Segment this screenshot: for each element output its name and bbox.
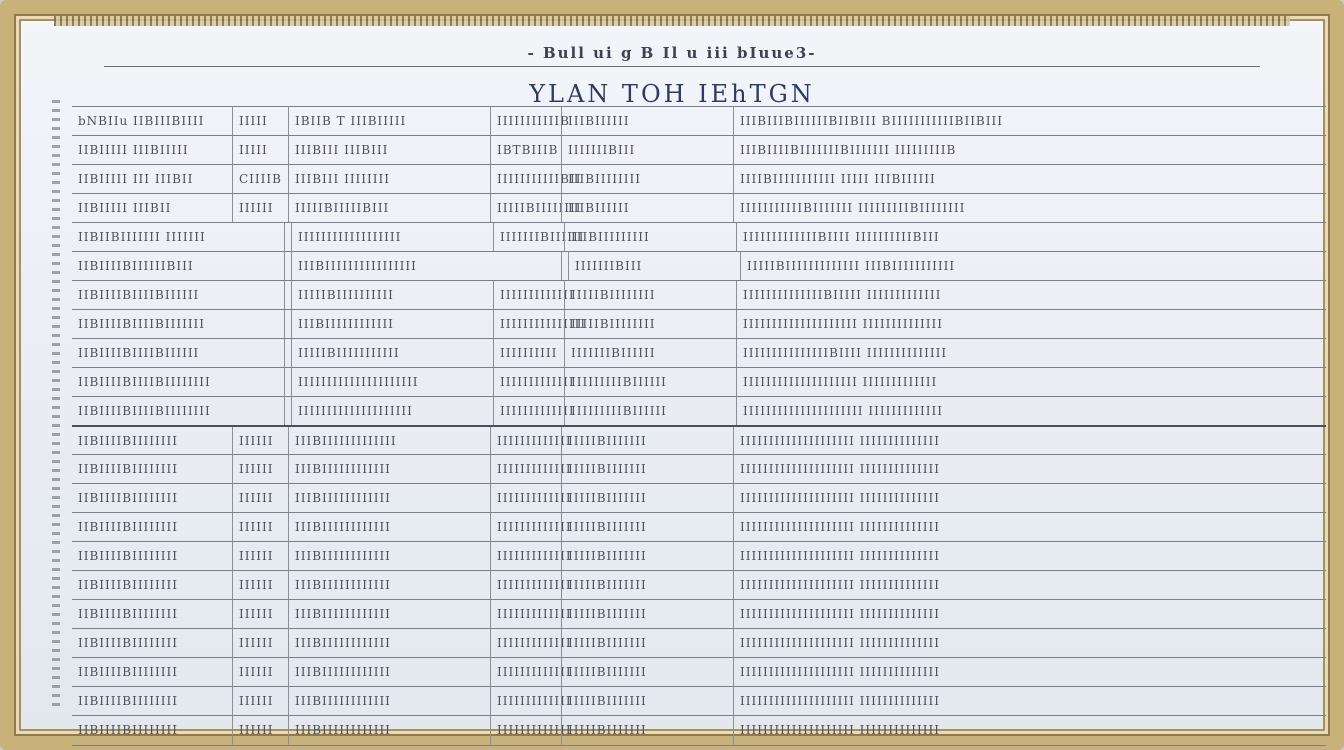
table-cell: IIBIIIII IIIBII (78, 201, 172, 215)
table-cell: IIIBIII IIIBIII (288, 136, 490, 165)
table-cell: IIIIIIIIIIIII (490, 716, 561, 745)
table-row (72, 222, 1326, 252)
table-row (72, 135, 1326, 165)
table-cell: IIIIIIIBIII (568, 252, 740, 281)
table-cell (284, 310, 291, 339)
table-cell: IIIIIBIIIIIIII (564, 310, 736, 339)
table-cell: IIIIIIIIIIIIIIIIIIII IIIIIIIIIIIIII (733, 629, 1273, 658)
table-cell: IIIIIBIIIIIII (561, 427, 733, 456)
table-cell: CIIIIB (232, 165, 288, 194)
table-cell: IBTBIIIB (490, 136, 561, 165)
table-cell (561, 252, 568, 281)
table-cell: IIIIIIIIIIIII (490, 513, 561, 542)
table-cell: IIIIIBIIIIIII (561, 716, 733, 745)
table-cell: IIIIIIIIIBIIIIII (564, 397, 736, 426)
table-cell: IIIBIII IIIIIIII (288, 165, 490, 194)
left-ornament (52, 100, 60, 710)
table-cell (284, 397, 291, 426)
table-cell: IIIIII (232, 600, 288, 629)
table-cell: IIIIIBIIIIIIII (564, 281, 736, 310)
table-cell: IIBIIIIBIIIIBIIIIIII (78, 317, 206, 331)
table-cell: IIIBIIIIIIIIIIII (288, 629, 490, 658)
table-cell: IIIBIIIIII (561, 194, 733, 223)
table-cell: IIIIIBIIIIIII (561, 484, 733, 513)
table-row (72, 193, 1326, 223)
table-cell: IIIBIIIIIIIIIIIII (288, 427, 490, 456)
table-cell: IIIIIIIIIIIII (490, 658, 561, 687)
table-cell: IIIIIBIIIIIIIIIIIII IIIBIIIIIIIIIII (740, 252, 1280, 281)
table-cell: IIIIII (232, 716, 288, 745)
table-cell: IIIBIIIIIIIIIIII (288, 658, 490, 687)
table-cell: IIIIIIIBIIIIII (564, 339, 736, 368)
table-cell: IIIBIIIIIIIIIIII (288, 484, 490, 513)
table-cell: IIBIIIIBIIIIIIII (78, 607, 178, 621)
table-cell: IIIIIBIIIIIII (561, 629, 733, 658)
table-cell: IIIIIIIIIIIIIIIIIIII IIIIIIIIIIIIII (733, 513, 1273, 542)
table-cell: IIIIIIIIIIIII (490, 542, 561, 571)
table-cell: IIIIIBIIIIIII (561, 542, 733, 571)
table-cell: IIIIIIIIIIIIIIIIIIIII IIIIIIIIIIIII (736, 397, 1276, 426)
table-cell: IIIIIIIBIII (561, 136, 733, 165)
document-header-line: - Bull ui g B Il u iii bIuue3- (527, 44, 817, 62)
table-cell: IIIIII (232, 484, 288, 513)
table-cell: IIIIIIIIIIIIIIIIIIII IIIIIIIIIIIII (736, 368, 1276, 397)
table-cell: IIIIIBIIIIIII (561, 600, 733, 629)
table-cell: IIIIIIIIIIIIIIIIIIIII (291, 368, 493, 397)
table-row (72, 541, 1326, 571)
table-cell: IIBIIIIBIIIIIIII (78, 491, 178, 505)
table-cell: IIIIIIIIIIIII (493, 281, 564, 310)
table-cell: IIIIIIIIIIIIIIIIIIII IIIIIIIIIIIIII (733, 600, 1273, 629)
table-cell: IIIBIIIBIIIIIIBIIBIII BIIIIIIIIIIIBIIBIII (733, 107, 1273, 136)
table-cell: IIBIIIIBIIIIIIII (78, 636, 178, 650)
table-cell: IIIIIBIIIIIII (561, 513, 733, 542)
table-cell: IIIIIIIIIIIIIIBIIIII IIIIIIIIIIIII (736, 281, 1276, 310)
table-cell (284, 339, 291, 368)
table-cell: IIIIIIIIIIIIIIIIIIII IIIIIIIIIIIIII (733, 716, 1273, 745)
table-cell: IIIBIIIIIIII (561, 165, 733, 194)
table-cell: IIIBIIIIIIIIIIII (291, 310, 493, 339)
table-cell: IIIIIBIIIIIBIII (288, 194, 490, 223)
table-cell: IIIIIIIBIIIIII (493, 223, 564, 252)
table-cell: IIIIIIIIIIIII (493, 368, 564, 397)
table-cell: IIIIII (232, 571, 288, 600)
table-cell: IIBIIIIBIIIIIIII (78, 665, 178, 679)
table-cell: IIBIIIIBIIIIIIII (78, 462, 178, 476)
table-row (72, 657, 1326, 687)
table-cell: IIIII (232, 107, 288, 136)
table-row (72, 512, 1326, 542)
table-cell (284, 368, 291, 397)
table-row (72, 715, 1326, 746)
table-cell: IIBIIIIBIIIIIIII (78, 434, 178, 448)
table-cell: IIIBIIIIIIIIIIIIIIII (291, 252, 561, 281)
table-cell: IIIIIIIIIIIIIIIIIIII IIIIIIIIIIIIII (733, 542, 1273, 571)
table-cell: IIIIIIIIIIIIIIIIIIII IIIIIIIIIIIIII (736, 310, 1276, 339)
table-cell: IIIIII (232, 542, 288, 571)
table-cell: IIIIIIIIIIIIIIIIIIII IIIIIIIIIIIIII (733, 571, 1273, 600)
table-cell: IIIIBIIIIIIIIIII IIIII IIIBIIIIII (733, 165, 1273, 194)
table-row (72, 309, 1326, 339)
table-cell: IIIIIIIIIIIIIIIIIIII IIIIIIIIIIIIII (733, 455, 1273, 484)
table-cell: IIBIIIIBIIIIIIBIII (78, 259, 194, 273)
table-cell: IIIIIBIIIIIIIIII (291, 281, 493, 310)
table-row (72, 338, 1326, 368)
table-cell: IIIIII (232, 455, 288, 484)
table-cell: IIIIIIIIIIIIIII (493, 310, 564, 339)
table-cell: IIIIIBIIIIIII (561, 571, 733, 600)
table-cell: IIIIIBIIIIIIII (490, 194, 561, 223)
table-cell: IIBIIIII III IIIBII (78, 172, 194, 186)
table-cell (284, 223, 291, 252)
table-cell: IIIBIIIIIIIIIIII (288, 513, 490, 542)
table-cell: IIIIIBIIIIIIIIIII (291, 339, 493, 368)
table-cell: IIIIIIIIIIIIIIIBIIII IIIIIIIIIIIIII (736, 339, 1276, 368)
table-cell: IIIBIIIIIIIIIIII (288, 542, 490, 571)
table-cell: IIBIIIIBIIIIBIIIIIIII (78, 404, 211, 418)
table-cell: IIIBIIIIII (561, 107, 733, 136)
table-row (72, 483, 1326, 513)
table-cell: IIIIIIIIIIIIIIIIII (291, 223, 493, 252)
table-cell: IIBIIIIBIIIIIIII (78, 694, 178, 708)
table-cell: IIIIIIIIIIIII (490, 600, 561, 629)
table-cell: IIIIII (232, 629, 288, 658)
table-cell: IIIIIIIIIIIIIBIIII IIIIIIIIIIBIII (736, 223, 1276, 252)
table-cell: IIIIIBIIIIIII (561, 687, 733, 716)
table-row (72, 628, 1326, 658)
table-cell: IIIIIIIIIIIB (490, 107, 561, 136)
table-row (72, 599, 1326, 629)
table-cell: IIBIIIIBIIIIIIII (78, 520, 178, 534)
table-cell: IIIIIIIIIIIIIIIIIIII IIIIIIIIIIIIII (733, 687, 1273, 716)
table-cell: IIIII (232, 136, 288, 165)
table-cell: IIIBIIIIIIIIIIII (288, 455, 490, 484)
table-cell: IIIIIIIIIIIBIIIIIII IIIIIIIIIBIIIIIIII (733, 194, 1273, 223)
table-row (72, 367, 1326, 397)
table-cell: IIIIII (232, 658, 288, 687)
table-cell: IIBIIIIBIIIIBIIIIII (78, 346, 200, 360)
table-cell: IIIIIIIIII (493, 339, 564, 368)
table-cell: IIIIIIIIIBIIIIII (564, 368, 736, 397)
table-row (72, 280, 1326, 310)
table-row (72, 396, 1326, 426)
table-cell: IIIIIIIIIIIII (490, 427, 561, 456)
top-ornament (54, 16, 1290, 26)
document-title: YLAN TOH IEhTGN (529, 80, 815, 108)
table-cell: IIIIIBIIIIIII (561, 455, 733, 484)
table-cell: IIBIIIIBIIIIIIII (78, 723, 178, 737)
table-cell: IIIIIIIIIIIII (493, 397, 564, 426)
table-cell: IIIIIIIIIIIII (490, 571, 561, 600)
table-cell: IBIIB T IIIBIIIII (288, 107, 490, 136)
table-cell: IIIIIIIIIIIII (490, 687, 561, 716)
header-rule (104, 66, 1260, 67)
table-row (72, 570, 1326, 600)
table-cell: IIIIIIIIIIIII (490, 455, 561, 484)
table-cell: IIIIIIIIIIIBII (490, 165, 561, 194)
table-cell: IIIIIIIIIIIII (490, 484, 561, 513)
table-cell: IIIIIBIIIIIII (561, 658, 733, 687)
table-cell: IIBIIIIBIIIIBIIIIII (78, 288, 200, 302)
table-cell: IIIIIIIIIIIIIIIIIIII IIIIIIIIIIIIII (733, 484, 1273, 513)
table-cell: IIIIII (232, 194, 288, 223)
table-cell (284, 281, 291, 310)
table-cell: IIIBIIIIIIIIIIII (288, 571, 490, 600)
table-cell: IIIBIIIIIIIII (564, 223, 736, 252)
table-cell: IIIIIIIIIIIII (490, 629, 561, 658)
table-cell: IIIIII (232, 687, 288, 716)
table-cell: IIIIIIIIIIIIIIIIIIII (291, 397, 493, 426)
table-cell: bNBIIu IIBIIIBIIII (78, 114, 205, 128)
table-cell (284, 252, 291, 281)
table-cell: IIBIIBIIIIIII IIIIIII (78, 230, 206, 244)
table-cell: IIBIIIIBIIIIBIIIIIIII (78, 375, 211, 389)
table-cell: IIIBIIIIBIIIIIIIBIIIIIII IIIIIIIIIB (733, 136, 1273, 165)
table-row (72, 686, 1326, 716)
table-cell: IIIBIIIIIIIIIIII (288, 716, 490, 745)
table-row (72, 106, 1326, 136)
table-cell: IIIBIIIIIIIIIIII (288, 600, 490, 629)
table-cell: IIIIII (232, 513, 288, 542)
table-cell: IIBIIIIBIIIIIIII (78, 549, 178, 563)
table-cell: IIIIIIIIIIIIIIIIIIII IIIIIIIIIIIIII (733, 427, 1273, 456)
table-row (72, 454, 1326, 484)
data-table (72, 106, 1326, 746)
table-cell: IIBIIIIBIIIIIIII (78, 578, 178, 592)
table-row (72, 425, 1326, 456)
table-row (72, 251, 1326, 281)
table-cell: IIIIII (232, 427, 288, 456)
table-cell: IIIIIIIIIIIIIIIIIIII IIIIIIIIIIIIII (733, 658, 1273, 687)
table-cell: IIIBIIIIIIIIIIII (288, 687, 490, 716)
table-row (72, 164, 1326, 194)
table-cell: IIBIIIII IIIBIIIII (78, 143, 189, 157)
